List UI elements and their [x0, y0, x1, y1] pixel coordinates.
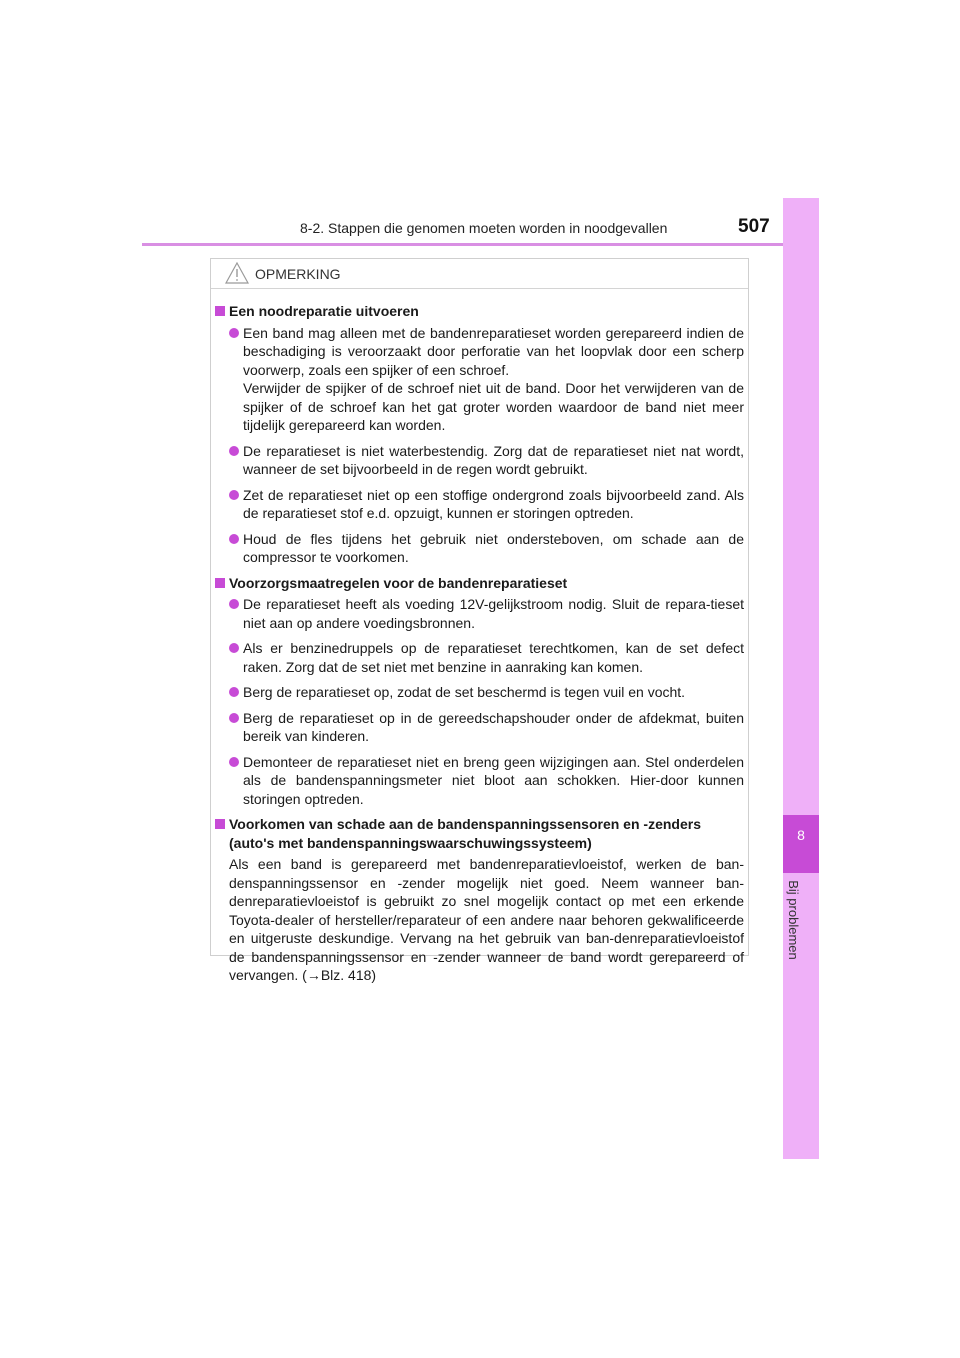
list-item: De reparatieset is niet waterbestendig. Zorg dat de reparatieset niet nat wordt, wanneer de set bijvoorbeeld in de regen wordt gebruikt. [215, 442, 744, 479]
warning-triangle-icon [225, 262, 249, 284]
round-bullet-icon [229, 328, 239, 338]
list-item: De reparatieset heeft als voeding 12V-gelijkstroom nodig. Sluit de repara-tieset niet aan op andere voedingsbronnen. [215, 595, 744, 632]
chapter-side-tab [783, 198, 819, 1159]
section-title: Een noodreparatie uitvoeren [215, 302, 744, 321]
list-item: Demonteer de reparatieset niet en breng geen wijzigingen aan. Stel onderdelen als de bandenspanningsmeter niet bloot aan schokken. Hier-door kunnen storingen optreden. [215, 753, 744, 809]
list-item: Berg de reparatieset op in de gereedschapshouder onder de afdekmat, buiten bereik van kinderen. [215, 709, 744, 746]
section-paragraph: Als een band is gerepareerd met bandenreparatievloeistof, werken de ban-denspanningssensor en -zender mogelijk niet goed. Neem wanneer ban-denreparatievloeistof is gebruikt zo snel mogelijk contact op met een erkende Toyota-dealer of hersteller/reparateur of een andere naar behoren gekwalificeerde en uitgeruste deskundige. Vervang na het gebruik van ban-denreparatievloeistof de bandenspanningssensor en -zender wanneer de band wordt gerepareerd of vervangen. (→Blz. 418) [229, 856, 744, 983]
round-bullet-icon [229, 757, 239, 767]
note-header [211, 259, 748, 289]
square-bullet-icon [215, 306, 225, 316]
list-item: Een band mag alleen met de bandenreparatieset worden gerepareerd indien de beschadiging is veroorzaakt door perforatie van het loopvlak door een scherp voorwerp, zoals een spijker of een schroef. Verwijder de spijker of de schroef niet uit de band. Door het verwijderen van de spijker of de schroef kan het gat groter worden waardoor de band niet meer tijdelijk gerepareerd kan worden. [215, 324, 744, 435]
round-bullet-icon [229, 599, 239, 609]
round-bullet-icon [229, 713, 239, 723]
square-bullet-icon [215, 819, 225, 829]
section-title: Voorkomen van schade aan de bandenspanningssensoren en -zenders (auto's met bandenspanningswaarschuwingssysteem) [215, 815, 744, 852]
note-body [211, 288, 750, 985]
note-label: OPMERKING [255, 266, 341, 282]
square-bullet-icon [215, 578, 225, 588]
list-item: Zet de reparatieset niet op een stoffige ondergrond zoals bijvoorbeeld zand. Als de reparatieset stof e.d. opzuigt, kunnen er storingen optreden. [215, 486, 744, 523]
list-item: Berg de reparatieset op, zodat de set beschermd is tegen vuil en vocht. [215, 683, 744, 702]
list-item: Houd de fles tijdens het gebruik niet ondersteboven, om schade aan de compressor te voorkomen. [215, 530, 744, 567]
page-number: 507 [738, 216, 770, 237]
chapter-number-block [783, 815, 819, 873]
header-section-title: 8-2. Stappen die genomen moeten worden in noodgevallen [300, 220, 668, 236]
section-title: Voorzorgsmaatregelen voor de bandenreparatieset [215, 574, 744, 593]
chapter-number: 8 [797, 827, 805, 843]
round-bullet-icon [229, 490, 239, 500]
header-divider [142, 243, 819, 246]
round-bullet-icon [229, 643, 239, 653]
round-bullet-icon [229, 446, 239, 456]
round-bullet-icon [229, 534, 239, 544]
note-box [210, 258, 749, 983]
chapter-label: Bij problemen [786, 880, 801, 960]
round-bullet-icon [229, 687, 239, 697]
list-item: Als er benzinedruppels op de reparatieset terechtkomen, kan de set defect raken. Zorg dat de set niet met benzine in aanraking kan komen. [215, 639, 744, 676]
